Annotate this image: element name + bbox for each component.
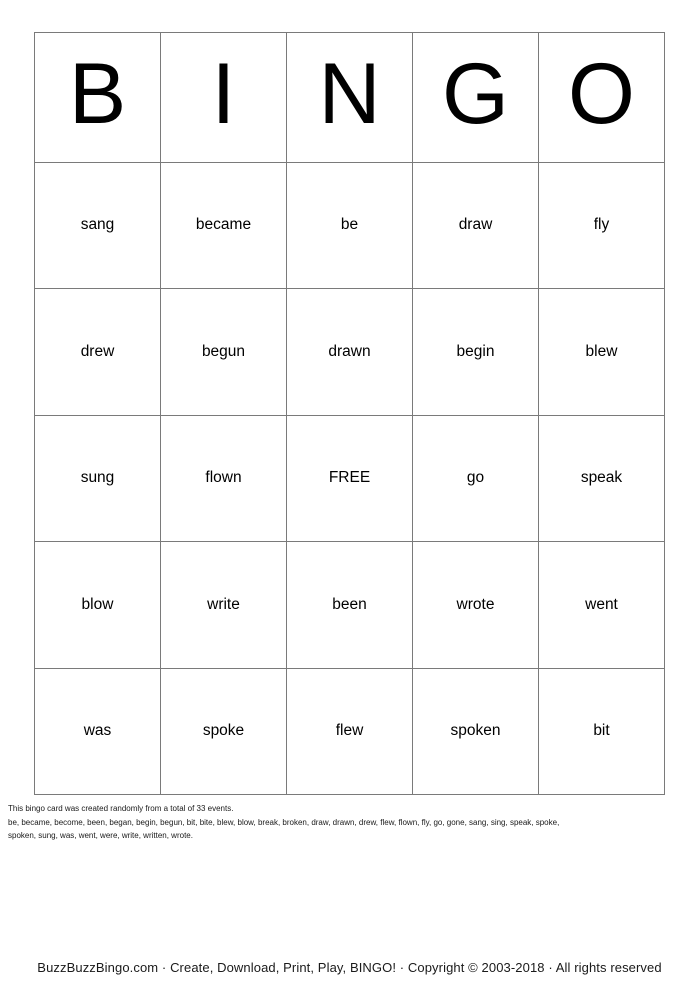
bingo-cell[interactable]: blow [35, 542, 161, 668]
bingo-row [35, 416, 665, 542]
bingo-row [35, 163, 665, 289]
bingo-cell[interactable]: sang [35, 163, 161, 289]
bingo-cell[interactable]: was [35, 669, 161, 795]
footnote-line-summary: This bingo card was created randomly from a total of 33 events. [8, 804, 234, 813]
bingo-cell[interactable]: draw [413, 163, 539, 289]
bingo-card [34, 32, 665, 795]
bingo-cell[interactable]: begin [413, 289, 539, 415]
bingo-cell[interactable]: go [413, 416, 539, 542]
bingo-cell[interactable]: blew [539, 289, 665, 415]
bingo-cell[interactable]: drawn [287, 289, 413, 415]
bingo-header-row [35, 33, 665, 163]
footnote-line-words-1: be, became, become, been, began, begin, begun, bit, bite, blew, blow, break, broken, draw, drawn, drew, flew, flown, fly, go, gone, sang, sing, speak, spoke, [8, 817, 560, 827]
bingo-cell[interactable]: became [161, 163, 287, 289]
bingo-cell[interactable]: speak [539, 416, 665, 542]
bingo-free-space[interactable]: FREE [287, 416, 413, 542]
footnote-block [8, 802, 688, 843]
bingo-cell[interactable]: flew [287, 669, 413, 795]
bingo-cell[interactable]: sung [35, 416, 161, 542]
bingo-header-letter-g: G [413, 33, 539, 163]
footer-credit-text: BuzzBuzzBingo.com · Create, Download, Print, Play, BINGO! · Copyright © 2003-2018 · All rights reserved [37, 960, 662, 975]
bingo-row [35, 542, 665, 668]
bingo-header-letter-n: N [287, 33, 413, 163]
bingo-cell[interactable]: bit [539, 669, 665, 795]
bingo-cell[interactable]: drew [35, 289, 161, 415]
bingo-header-letter-b: B [35, 33, 161, 163]
bingo-cell[interactable]: be [287, 163, 413, 289]
bingo-header-letter-o: O [539, 33, 665, 163]
bingo-cell[interactable]: went [539, 542, 665, 668]
bingo-cell[interactable]: write [161, 542, 287, 668]
footnote-line-words-2: spoken, sung, was, went, were, write, written, wrote. [8, 831, 193, 840]
bingo-cell[interactable]: fly [539, 163, 665, 289]
bingo-cell[interactable]: wrote [413, 542, 539, 668]
page-footer [0, 960, 699, 975]
bingo-cell[interactable]: spoke [161, 669, 287, 795]
bingo-row [35, 289, 665, 415]
bingo-header-letter-i: I [161, 33, 287, 163]
bingo-row [35, 669, 665, 795]
bingo-cell[interactable]: begun [161, 289, 287, 415]
bingo-cell[interactable]: flown [161, 416, 287, 542]
bingo-cell[interactable]: spoken [413, 669, 539, 795]
bingo-cell[interactable]: been [287, 542, 413, 668]
